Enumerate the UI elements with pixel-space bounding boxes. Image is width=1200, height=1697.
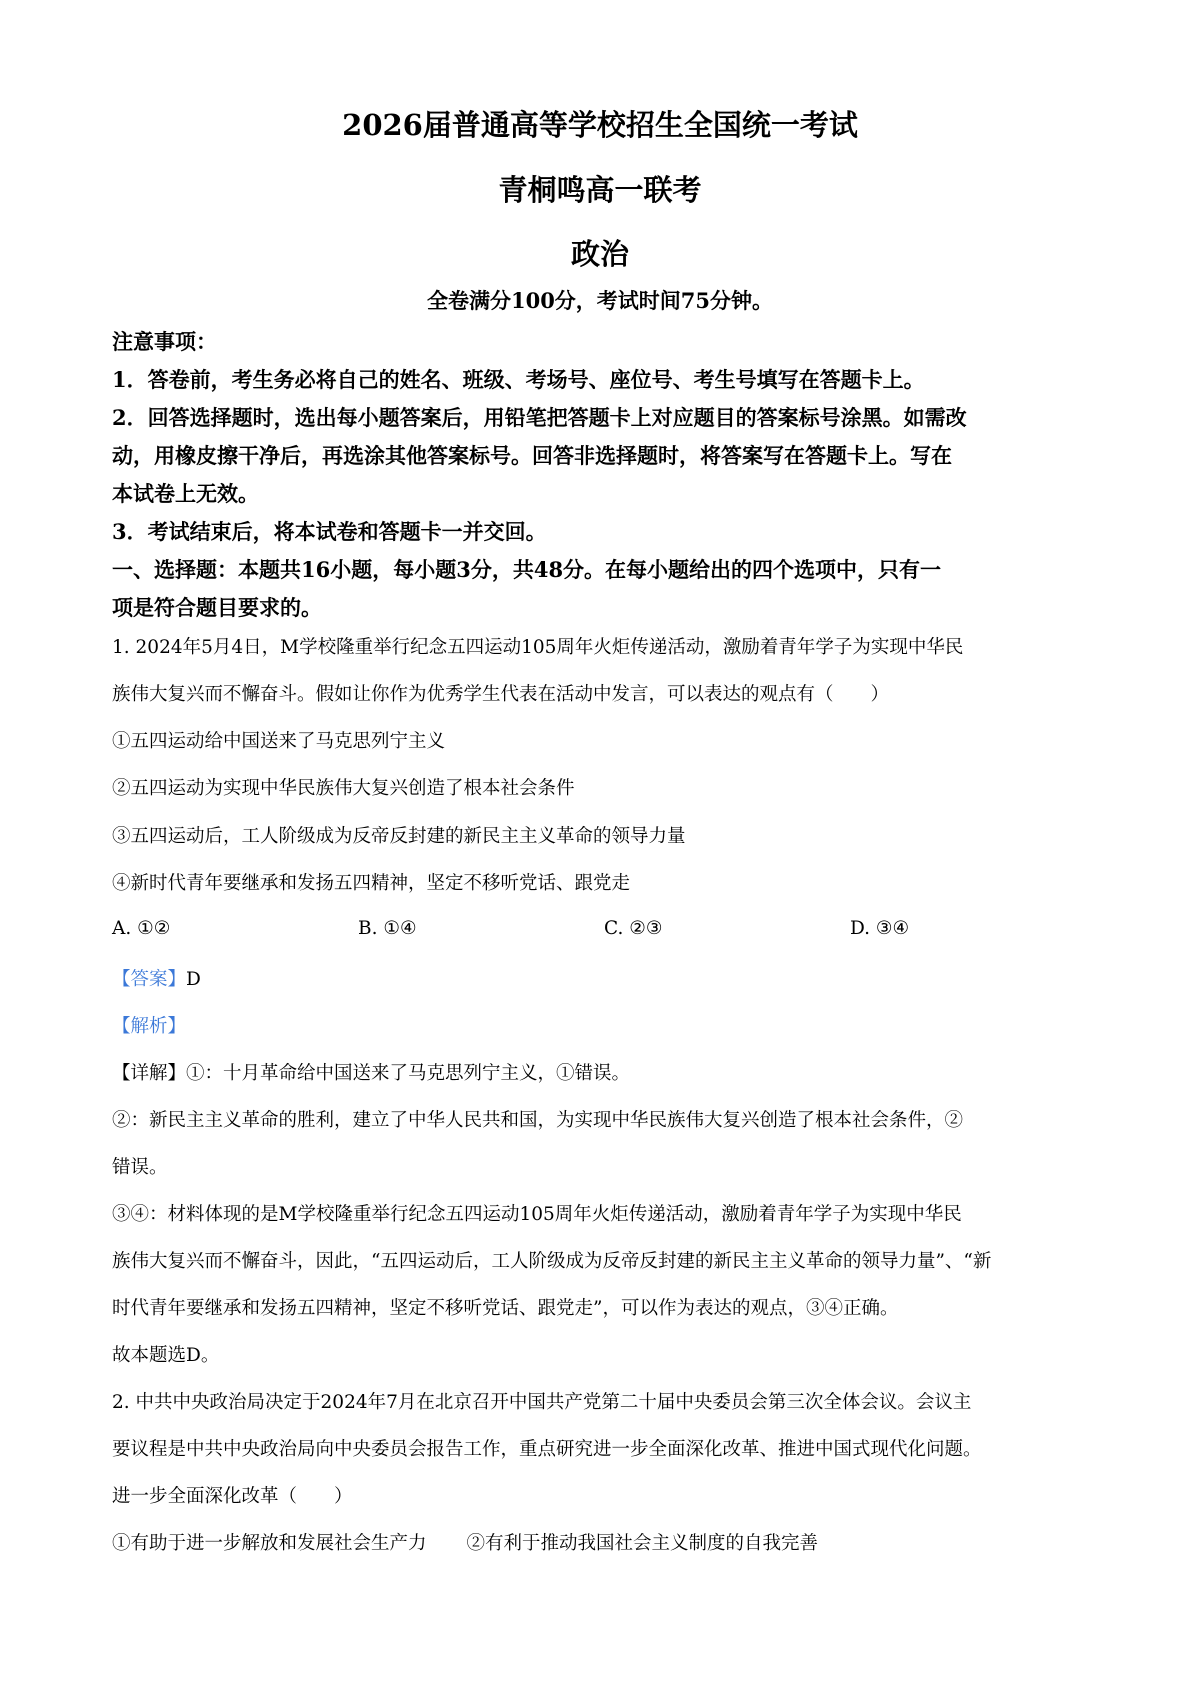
section-heading: 一、选择题：本题共16小题，每小题3分，共48分。在每小题给出的四个选项中，只有一: [112, 557, 942, 582]
question-2-statements: [112, 1529, 1102, 1555]
question-2-stem-cont: 进一步全面深化改革（ ）: [112, 1486, 353, 1507]
explanation-2-cont: 错误。: [112, 1157, 168, 1178]
conclusion: 故本题选D。: [112, 1345, 220, 1366]
exam-subtitle: 青桐鸣高一联考: [498, 173, 702, 207]
statement-3: ③五四运动后，工人阶级成为反帝反封建的新民主主义革命的领导力量: [112, 826, 686, 847]
notice-item: 本试卷上无效。: [112, 481, 259, 506]
q2-statement-2: ②有利于推动我国社会主义制度的自我完善: [466, 1533, 819, 1554]
exam-title: 2026届普通高等学校招生全国统一考试: [342, 108, 858, 142]
statement-1: ①五四运动给中国送来了马克思列宁主义: [112, 731, 446, 752]
explanation-3-cont: 族伟大复兴而不懈奋斗，因此，“五四运动后，工人阶级成为反帝反封建的新民主主义革命的领导力量”、“新: [112, 1251, 992, 1272]
notice-item: 2．回答选择题时，选出每小题答案后，用铅笔把答题卡上对应题目的答案标号涂黑。如需改: [112, 405, 967, 430]
subject-title: 政治: [570, 237, 629, 271]
option-d: D. ③④: [850, 918, 910, 939]
option-a: A. ①②: [112, 918, 171, 939]
detail-tag: 【详解】: [112, 1063, 187, 1084]
explanation-3-cont: 时代青年要继承和发扬五四精神，坚定不移听党话、跟党走”，可以作为表达的观点，③④正确。: [112, 1298, 899, 1319]
question-1-stem-cont: 族伟大复兴而不懈奋斗。假如让你作为优秀学生代表在活动中发言，可以表达的观点有（ ）: [112, 684, 890, 705]
explanation-3: ③④：材料体现的是M学校隆重举行纪念五四运动105周年火炬传递活动，激励着青年学子为实现中华民: [112, 1204, 962, 1225]
answer-value: D: [186, 969, 201, 990]
question-2-stem-cont: 要议程是中共中央政治局向中央委员会报告工作，重点研究进一步全面深化改革、推进中国式现代化问题。: [112, 1439, 982, 1460]
notice-item: 3．考试结束后，将本试卷和答题卡一并交回。: [112, 519, 547, 544]
section-heading-cont: 项是符合题目要求的。: [112, 595, 322, 620]
option-b: B. ①④: [358, 918, 417, 939]
answer-line: [112, 965, 1102, 991]
score-time-info: 全卷满分100分，考试时间75分钟。: [426, 288, 774, 313]
notice-item: 动，用橡皮擦干净后，再选涂其他答案标号。回答非选择题时，将答案写在答题卡上。写在: [112, 443, 952, 468]
statement-2: ②五四运动为实现中华民族伟大复兴创造了根本社会条件: [112, 778, 575, 799]
notice-heading: 注意事项：: [112, 329, 217, 354]
question-1-stem: 1. 2024年5月4日，M学校隆重举行纪念五四运动105周年火炬传递活动，激励着青年学子为实现中华民: [112, 637, 964, 658]
analysis-tag: 【解析】: [112, 1016, 187, 1037]
notice-item: 1．答卷前，考生务必将自己的姓名、班级、考场号、座位号、考生号填写在答题卡上。: [112, 367, 925, 392]
explanation-1: [112, 1059, 1102, 1085]
q2-statement-1: ①有助于进一步解放和发展社会生产力: [112, 1533, 427, 1554]
explanation-1-text: ①：十月革命给中国送来了马克思列宁主义，①错误。: [186, 1063, 631, 1084]
explanation-2: ②：新民主主义革命的胜利，建立了中华人民共和国，为实现中华民族伟大复兴创造了根本社会条件，②: [112, 1110, 964, 1131]
question-1-options: [112, 918, 1102, 948]
statement-4: ④新时代青年要继承和发扬五四精神，坚定不移听党话、跟党走: [112, 873, 631, 894]
question-2-stem: 2. 中共中央政治局决定于2024年7月在北京召开中国共产党第二十届中央委员会第三次全体会议。会议主: [112, 1392, 972, 1413]
answer-tag: 【答案】: [112, 969, 187, 990]
option-c: C. ②③: [604, 918, 663, 939]
